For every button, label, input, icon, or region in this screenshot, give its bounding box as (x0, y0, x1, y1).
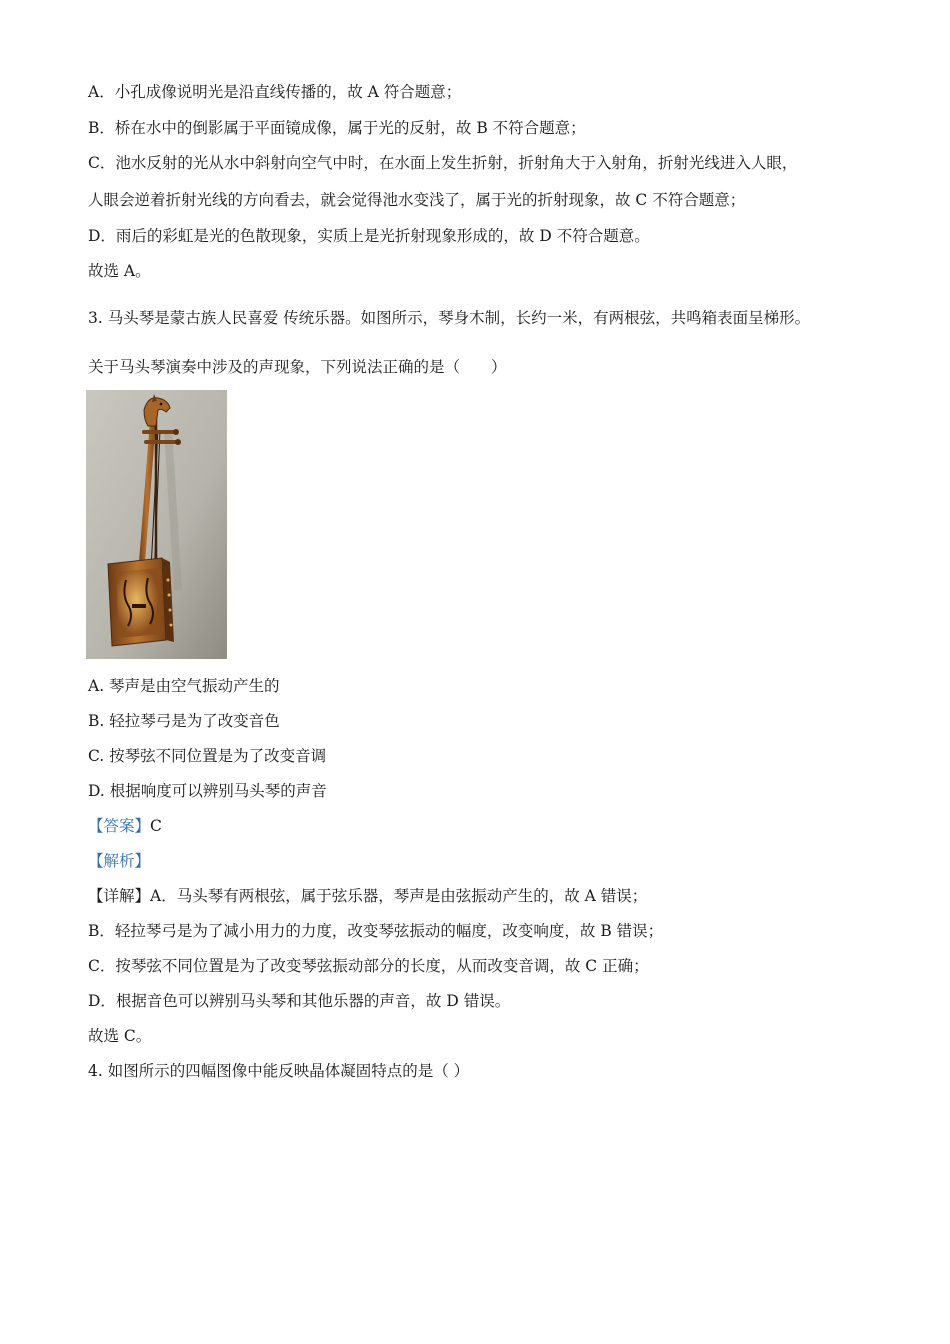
analysis-label: 【解析】 (88, 852, 151, 870)
detail-d: D．根据音色可以辨别马头琴和其他乐器的声音，故 D 错误。 (88, 992, 511, 1010)
detail-a: A．马头琴有两根弦，属于弦乐器，琴声是由弦振动产生的，故 A 错误； (150, 887, 648, 905)
detail-b: B．轻拉琴弓是为了减小用力的力度，改变琴弦振动的幅度，改变响度，故 B 错误； (88, 922, 664, 940)
detail-label: 【详解】 (88, 887, 151, 905)
question-3-stem-line1: 3. 马头琴是蒙古族人民喜爱 传统乐器。如图所示，琴身木制，长约一米，有两根弦，共鸣箱表面呈梯形。 (88, 309, 811, 327)
detail-c: C．按琴弦不同位置是为了改变琴弦振动部分的长度，从而改变音调，故 C 正确； (88, 957, 649, 975)
option-b: B. 轻拉琴弓是为了改变音色 (88, 712, 280, 730)
answer-label: 【答案】 (88, 817, 151, 835)
option-a: A. 琴声是由空气振动产生的 (88, 677, 280, 695)
answer-value: C (150, 817, 162, 835)
prev-conclusion: 故选 A。 (88, 262, 151, 280)
prev-option-c-explanation-line2: 人眼会逆着折射光线的方向看去，就会觉得池水变浅了，属于光的折射现象，故 C 不符合题意； (88, 191, 746, 209)
detail-a-line (88, 886, 647, 906)
analysis-line (88, 851, 150, 871)
prev-option-b-explanation: B．桥在水中的倒影属于平面镜成像，属于光的反射，故 B 不符合题意； (88, 119, 586, 137)
option-d: D. 根据响度可以辨别马头琴的声音 (88, 782, 327, 800)
answer-line (88, 816, 162, 836)
question-3-stem-line2: 关于马头琴演奏中涉及的声现象，下列说法正确的是（ ） (88, 358, 507, 376)
option-c: C. 按琴弦不同位置是为了改变音调 (88, 747, 327, 765)
prev-option-d-explanation: D．雨后的彩虹是光的色散现象，实质上是光折射现象形成的，故 D 不符合题意。 (88, 227, 650, 245)
prev-option-c-explanation-line1: C．池水反射的光从水中斜射向空气中时，在水面上发生折射，折射角大于入射角，折射光线进入人眼， (88, 154, 798, 172)
morin-khuur-photo (86, 390, 227, 659)
prev-option-a-explanation: A．小孔成像说明光是沿直线传播的，故 A 符合题意； (88, 83, 462, 101)
question-4-stem: 4. 如图所示的四幅图像中能反映晶体凝固特点的是（ ） (88, 1062, 470, 1080)
q3-conclusion: 故选 C。 (88, 1027, 152, 1045)
